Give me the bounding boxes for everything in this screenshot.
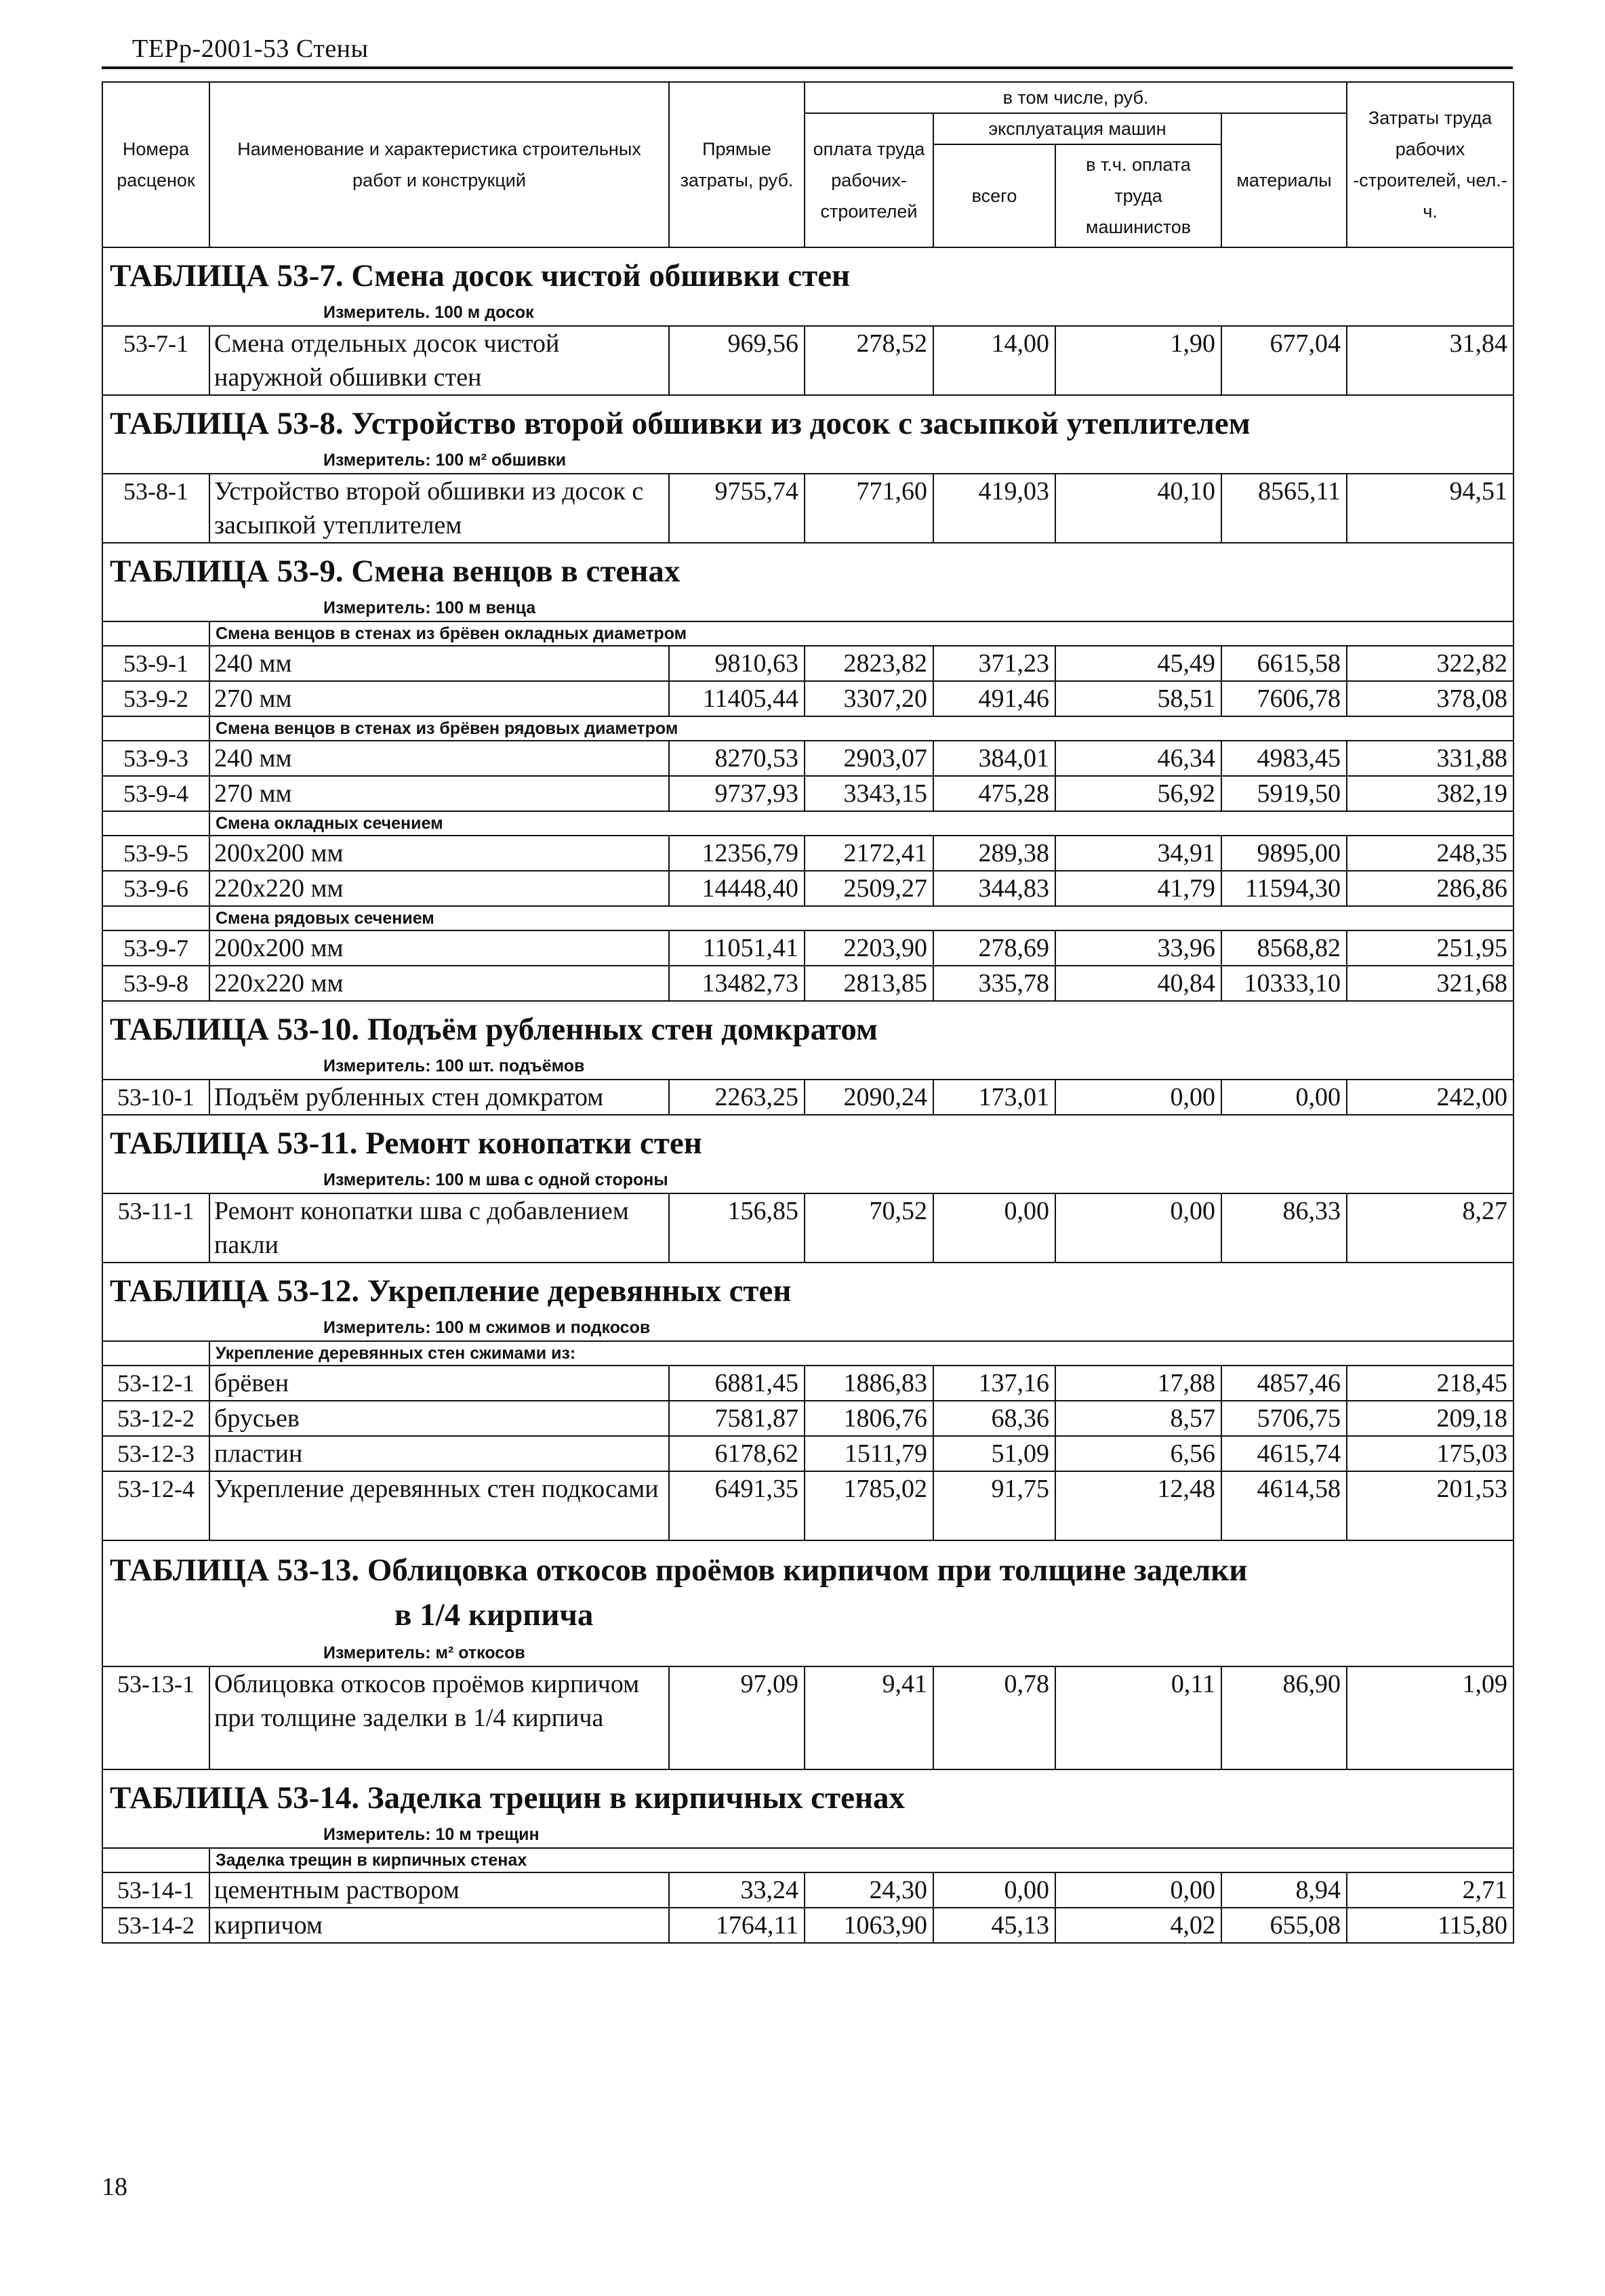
section-title [102, 1001, 1513, 1053]
rate-code: 53-14-1 [102, 1872, 209, 1908]
section-title [102, 247, 1513, 300]
header-code: Номера расценок [102, 82, 209, 247]
labor-hours: 331,88 [1347, 741, 1513, 776]
labor-hours: 251,95 [1347, 930, 1513, 966]
header-materials: материалы [1221, 113, 1347, 247]
work-name: Укрепление деревянных стен подкосами [209, 1471, 669, 1540]
header-machines: эксплуатация машин [933, 113, 1221, 144]
labor-cost: 2090,24 [805, 1080, 933, 1115]
table-row [102, 474, 1513, 543]
measure-unit: Измеритель: 100 м венца [102, 595, 1513, 621]
direct-cost: 12356,79 [669, 836, 805, 871]
labor-hours: 201,53 [1347, 1471, 1513, 1540]
material-cost: 8568,82 [1221, 930, 1347, 966]
labor-cost: 1785,02 [805, 1471, 933, 1540]
section-title-row [102, 247, 1513, 300]
machine-cost: 384,01 [933, 741, 1055, 776]
rate-code: 53-9-6 [102, 871, 209, 906]
table-row [102, 1436, 1513, 1471]
measure-row [102, 595, 1513, 621]
measure-unit: Измеритель. 100 м досок [102, 300, 1513, 326]
header-direct: Прямые затраты, руб. [669, 82, 805, 247]
rate-code: 53-12-3 [102, 1436, 209, 1471]
table-row [102, 776, 1513, 811]
material-cost: 8,94 [1221, 1872, 1347, 1908]
section-title-row [102, 1263, 1513, 1315]
material-cost: 5919,50 [1221, 776, 1347, 811]
work-name: брёвен [209, 1366, 669, 1401]
measure-row [102, 1640, 1513, 1666]
measure-row [102, 447, 1513, 474]
labor-cost: 1511,79 [805, 1436, 933, 1471]
material-cost: 677,04 [1221, 326, 1347, 395]
header-rule [102, 66, 1513, 69]
table-row [102, 646, 1513, 681]
material-cost: 9895,00 [1221, 836, 1347, 871]
operator-cost: 0,00 [1055, 1193, 1221, 1263]
rate-code: 53-11-1 [102, 1193, 209, 1263]
estimate-table [102, 81, 1514, 1944]
section-title [102, 1769, 1513, 1822]
section-title-text: ТАБЛИЦА 53-14. Заделка трещин в кирпичных стенах [110, 1780, 906, 1816]
material-cost: 4857,46 [1221, 1366, 1347, 1401]
measure-unit: Измеритель: 100 шт. подъёмов [102, 1053, 1513, 1080]
labor-hours: 321,68 [1347, 966, 1513, 1001]
rate-code: 53-9-5 [102, 836, 209, 871]
machine-cost: 68,36 [933, 1401, 1055, 1436]
subheader-row [102, 621, 1513, 646]
work-name: Ремонт конопатки шва с добавлением пакли [209, 1193, 669, 1263]
direct-cost: 6491,35 [669, 1471, 805, 1540]
subheader-spacer [102, 621, 209, 646]
work-name: 220x220 мм [209, 871, 669, 906]
work-name: Подъём рубленных стен домкратом [209, 1080, 669, 1115]
rate-code: 53-9-1 [102, 646, 209, 681]
machine-cost: 173,01 [933, 1080, 1055, 1115]
header-incl: в том числе, руб. [805, 82, 1347, 113]
material-cost: 0,00 [1221, 1080, 1347, 1115]
section-title-text: ТАБЛИЦА 53-8. Устройство второй обшивки из досок с засыпкой утеплителем [110, 406, 1251, 441]
subheader-spacer [102, 811, 209, 836]
work-name: пластин [209, 1436, 669, 1471]
rate-code: 53-9-8 [102, 966, 209, 1001]
direct-cost: 9810,63 [669, 646, 805, 681]
rate-code: 53-9-4 [102, 776, 209, 811]
header-labor: оплата труда рабочих-строителей [805, 113, 933, 247]
labor-cost: 1806,76 [805, 1401, 933, 1436]
work-name: Смена отдельных досок чистой наружной обшивки стен [209, 326, 669, 395]
material-cost: 4614,58 [1221, 1471, 1347, 1540]
labor-cost: 1063,90 [805, 1908, 933, 1943]
section-title-row [102, 543, 1513, 595]
section-title [102, 395, 1513, 447]
labor-hours: 382,19 [1347, 776, 1513, 811]
subheader: Смена венцов в стенах из брёвен окладных диаметром [209, 621, 1513, 646]
table-row [102, 1471, 1513, 1540]
table-row [102, 326, 1513, 395]
section-title-row [102, 1769, 1513, 1822]
subheader-row [102, 716, 1513, 741]
labor-hours: 2,71 [1347, 1872, 1513, 1908]
subheader-row [102, 906, 1513, 930]
direct-cost: 9737,93 [669, 776, 805, 811]
header-workers: Затраты труда рабочих -строителей, чел.-ч. [1347, 82, 1513, 247]
labor-hours: 218,45 [1347, 1366, 1513, 1401]
section-title-text: ТАБЛИЦА 53-11. Ремонт конопатки стен [110, 1126, 702, 1161]
machine-cost: 419,03 [933, 474, 1055, 543]
direct-cost: 156,85 [669, 1193, 805, 1263]
work-name: Облицовка откосов проёмов кирпичом при толщине заделки в 1/4 кирпича [209, 1666, 669, 1769]
direct-cost: 7581,87 [669, 1401, 805, 1436]
operator-cost: 12,48 [1055, 1471, 1221, 1540]
labor-hours: 322,82 [1347, 646, 1513, 681]
operator-cost: 40,84 [1055, 966, 1221, 1001]
subheader-spacer [102, 1341, 209, 1366]
operator-cost: 0,00 [1055, 1872, 1221, 1908]
table-row [102, 1193, 1513, 1263]
labor-hours: 8,27 [1347, 1193, 1513, 1263]
machine-cost: 137,16 [933, 1366, 1055, 1401]
labor-cost: 2509,27 [805, 871, 933, 906]
rate-code: 53-12-2 [102, 1401, 209, 1436]
rate-code: 53-9-3 [102, 741, 209, 776]
labor-hours: 209,18 [1347, 1401, 1513, 1436]
material-cost: 86,33 [1221, 1193, 1347, 1263]
rate-code: 53-9-2 [102, 681, 209, 716]
table-row [102, 1908, 1513, 1943]
measure-row [102, 1167, 1513, 1193]
subheader-spacer [102, 1848, 209, 1872]
table-row [102, 1401, 1513, 1436]
labor-hours: 175,03 [1347, 1436, 1513, 1471]
work-name: кирпичом [209, 1908, 669, 1943]
labor-cost: 2813,85 [805, 966, 933, 1001]
table-row [102, 836, 1513, 871]
labor-cost: 9,41 [805, 1666, 933, 1769]
direct-cost: 97,09 [669, 1666, 805, 1769]
table-row [102, 871, 1513, 906]
rate-code: 53-10-1 [102, 1080, 209, 1115]
machine-cost: 475,28 [933, 776, 1055, 811]
labor-hours: 248,35 [1347, 836, 1513, 871]
machine-cost: 371,23 [933, 646, 1055, 681]
operator-cost: 40,10 [1055, 474, 1221, 543]
page-number: 18 [102, 2173, 127, 2201]
operator-cost: 17,88 [1055, 1366, 1221, 1401]
table-row [102, 1872, 1513, 1908]
labor-cost: 3307,20 [805, 681, 933, 716]
subheader: Смена венцов в стенах из брёвен рядовых диаметром [209, 716, 1513, 741]
labor-hours: 242,00 [1347, 1080, 1513, 1115]
labor-hours: 1,09 [1347, 1666, 1513, 1769]
machine-cost: 45,13 [933, 1908, 1055, 1943]
subheader-spacer [102, 716, 209, 741]
direct-cost: 969,56 [669, 326, 805, 395]
work-name: 200x200 мм [209, 930, 669, 966]
rate-code: 53-8-1 [102, 474, 209, 543]
section-title-text: ТАБЛИЦА 53-12. Укрепление деревянных стен [110, 1273, 792, 1309]
rate-code: 53-7-1 [102, 326, 209, 395]
direct-cost: 9755,74 [669, 474, 805, 543]
labor-cost: 2903,07 [805, 741, 933, 776]
operator-cost: 41,79 [1055, 871, 1221, 906]
measure-row [102, 1315, 1513, 1341]
section-title [102, 1540, 1513, 1640]
subheader-row [102, 1341, 1513, 1366]
table-row [102, 741, 1513, 776]
operator-cost: 33,96 [1055, 930, 1221, 966]
labor-cost: 771,60 [805, 474, 933, 543]
rate-code: 53-9-7 [102, 930, 209, 966]
measure-unit: Измеритель: 100 м сжимов и подкосов [102, 1315, 1513, 1341]
header-operators: в т.ч. оплата труда машинистов [1055, 144, 1221, 247]
machine-cost: 344,83 [933, 871, 1055, 906]
labor-hours: 115,80 [1347, 1908, 1513, 1943]
labor-cost: 1886,83 [805, 1366, 933, 1401]
direct-cost: 14448,40 [669, 871, 805, 906]
operator-cost: 8,57 [1055, 1401, 1221, 1436]
section-title-row [102, 1001, 1513, 1053]
section-title-row [102, 1540, 1513, 1640]
machine-cost: 335,78 [933, 966, 1055, 1001]
section-title-text: ТАБЛИЦА 53-10. Подъём рубленных стен домкратом [110, 1012, 878, 1047]
subheader: Смена окладных сечением [209, 811, 1513, 836]
machine-cost: 491,46 [933, 681, 1055, 716]
direct-cost: 8270,53 [669, 741, 805, 776]
direct-cost: 33,24 [669, 1872, 805, 1908]
work-name: 240 мм [209, 646, 669, 681]
labor-cost: 278,52 [805, 326, 933, 395]
section-title-text: ТАБЛИЦА 53-9. Смена венцов в стенах [110, 554, 680, 589]
machine-cost: 0,78 [933, 1666, 1055, 1769]
subheader: Заделка трещин в кирпичных стенах [209, 1848, 1513, 1872]
subheader: Укрепление деревянных стен сжимами из: [209, 1341, 1513, 1366]
section-title-continuation: в 1/4 кирпича [394, 1597, 594, 1633]
measure-row [102, 1053, 1513, 1080]
section-title [102, 1263, 1513, 1315]
material-cost: 7606,78 [1221, 681, 1347, 716]
work-name: 200x200 мм [209, 836, 669, 871]
header-machines-total: всего [933, 144, 1055, 247]
direct-cost: 1764,11 [669, 1908, 805, 1943]
subheader: Смена рядовых сечением [209, 906, 1513, 930]
machine-cost: 278,69 [933, 930, 1055, 966]
table-row [102, 930, 1513, 966]
operator-cost: 6,56 [1055, 1436, 1221, 1471]
labor-cost: 3343,15 [805, 776, 933, 811]
work-name: 220x220 мм [209, 966, 669, 1001]
operator-cost: 0,11 [1055, 1666, 1221, 1769]
section-title-text: ТАБЛИЦА 53-7. Смена досок чистой обшивки стен [110, 258, 851, 293]
direct-cost: 13482,73 [669, 966, 805, 1001]
labor-hours: 94,51 [1347, 474, 1513, 543]
table-body [102, 247, 1513, 1943]
measure-row [102, 1822, 1513, 1848]
operator-cost: 46,34 [1055, 741, 1221, 776]
labor-cost: 70,52 [805, 1193, 933, 1263]
operator-cost: 45,49 [1055, 646, 1221, 681]
work-name: Устройство второй обшивки из досок с засыпкой утеплителем [209, 474, 669, 543]
machine-cost: 91,75 [933, 1471, 1055, 1540]
measure-unit: Измеритель: 100 м шва с одной стороны [102, 1167, 1513, 1193]
subheader-row [102, 811, 1513, 836]
direct-cost: 6881,45 [669, 1366, 805, 1401]
section-title [102, 543, 1513, 595]
table-row [102, 1366, 1513, 1401]
material-cost: 4983,45 [1221, 741, 1347, 776]
material-cost: 5706,75 [1221, 1401, 1347, 1436]
direct-cost: 11051,41 [669, 930, 805, 966]
table-row [102, 966, 1513, 1001]
work-name: цементным раствором [209, 1872, 669, 1908]
machine-cost: 289,38 [933, 836, 1055, 871]
labor-cost: 2172,41 [805, 836, 933, 871]
direct-cost: 6178,62 [669, 1436, 805, 1471]
work-name: брусьев [209, 1401, 669, 1436]
section-title [102, 1115, 1513, 1167]
header-name: Наименование и характеристика строительных работ и конструкций [209, 82, 669, 247]
subheader-row [102, 1848, 1513, 1872]
material-cost: 4615,74 [1221, 1436, 1347, 1471]
section-title-row [102, 395, 1513, 447]
running-header: ТЕРр-2001-53 Стены [132, 35, 369, 63]
labor-cost: 24,30 [805, 1872, 933, 1908]
operator-cost: 56,92 [1055, 776, 1221, 811]
subheader-spacer [102, 906, 209, 930]
table-row [102, 1080, 1513, 1115]
table-row [102, 1666, 1513, 1769]
rate-code: 53-13-1 [102, 1666, 209, 1769]
machine-cost: 0,00 [933, 1193, 1055, 1263]
labor-cost: 2203,90 [805, 930, 933, 966]
work-name: 270 мм [209, 776, 669, 811]
direct-cost: 11405,44 [669, 681, 805, 716]
rate-code: 53-12-4 [102, 1471, 209, 1540]
work-name: 270 мм [209, 681, 669, 716]
rate-code: 53-14-2 [102, 1908, 209, 1943]
rate-code: 53-12-1 [102, 1366, 209, 1401]
operator-cost: 1,90 [1055, 326, 1221, 395]
material-cost: 655,08 [1221, 1908, 1347, 1943]
operator-cost: 58,51 [1055, 681, 1221, 716]
direct-cost: 2263,25 [669, 1080, 805, 1115]
material-cost: 11594,30 [1221, 871, 1347, 906]
measure-unit: Измеритель: 100 м² обшивки [102, 447, 1513, 474]
measure-unit: Измеритель: м² откосов [102, 1640, 1513, 1666]
operator-cost: 0,00 [1055, 1080, 1221, 1115]
labor-hours: 286,86 [1347, 871, 1513, 906]
measure-row [102, 300, 1513, 326]
work-name: 240 мм [209, 741, 669, 776]
labor-hours: 31,84 [1347, 326, 1513, 395]
machine-cost: 0,00 [933, 1872, 1055, 1908]
measure-unit: Измеритель: 10 м трещин [102, 1822, 1513, 1848]
section-title-row [102, 1115, 1513, 1167]
material-cost: 8565,11 [1221, 474, 1347, 543]
material-cost: 6615,58 [1221, 646, 1347, 681]
operator-cost: 4,02 [1055, 1908, 1221, 1943]
table-row [102, 681, 1513, 716]
labor-hours: 378,08 [1347, 681, 1513, 716]
machine-cost: 51,09 [933, 1436, 1055, 1471]
section-title-text: ТАБЛИЦА 53-13. Облицовка откосов проёмов кирпичом при толщине заделки [110, 1553, 1248, 1588]
material-cost: 86,90 [1221, 1666, 1347, 1769]
material-cost: 10333,10 [1221, 966, 1347, 1001]
labor-cost: 2823,82 [805, 646, 933, 681]
operator-cost: 34,91 [1055, 836, 1221, 871]
machine-cost: 14,00 [933, 326, 1055, 395]
